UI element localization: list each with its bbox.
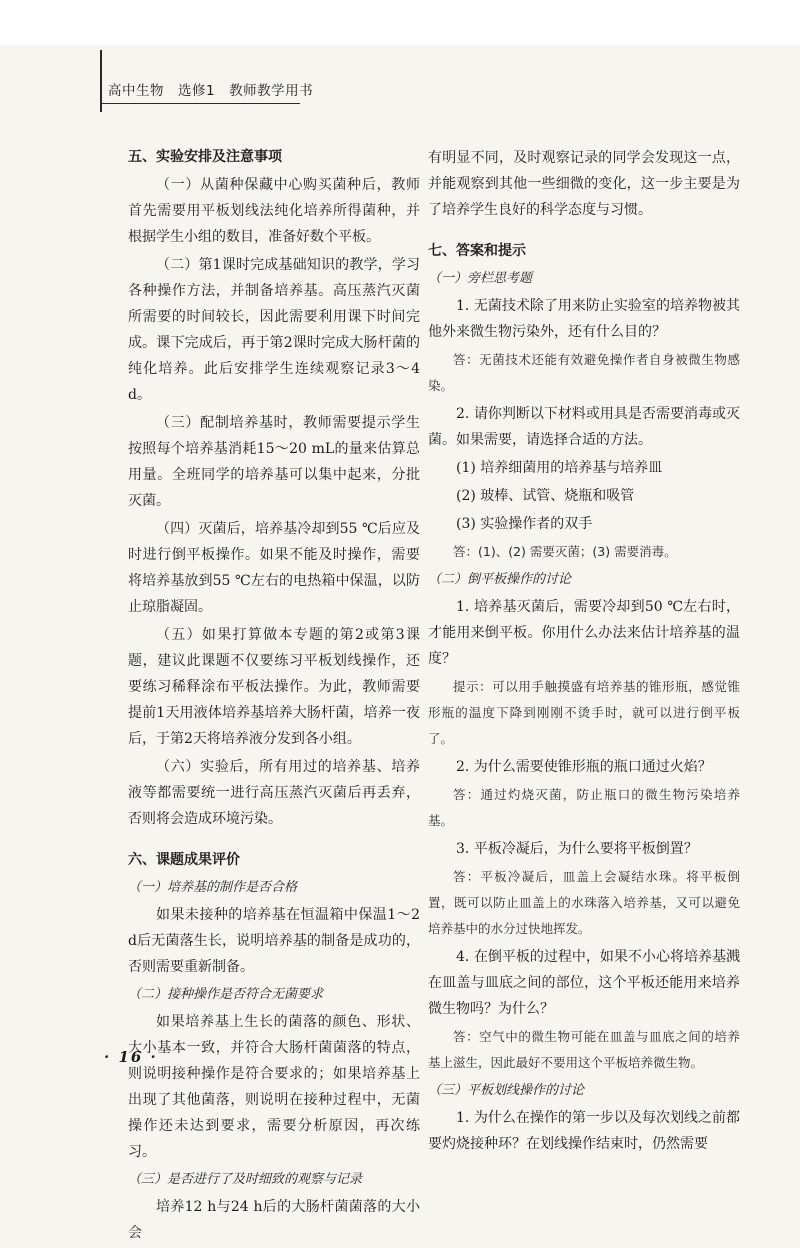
left-column xyxy=(128,145,420,1248)
page-top-band xyxy=(0,0,800,45)
answer: 提示：可以用手触摸盛有培养基的锥形瓶，感觉锥形瓶的温度下降到刚刚不烫手时，就可以进行倒平板了。 xyxy=(428,679,740,746)
question: 2. 请你判断以下材料或用具是否需要消毒或灭菌。如果需要，请选择合适的方法。 xyxy=(428,406,740,448)
answer: 答：平板冷凝后，皿盖上会凝结水珠。将平板倒置，既可以防止皿盖上的水珠落入培养基，又可以避免培养基中的水分过快地挥发。 xyxy=(428,869,740,936)
page-number: · 16 · xyxy=(104,1048,158,1066)
subsection-heading: （三）是否进行了及时细致的观察与记录 xyxy=(128,1172,363,1187)
section-7-title: 七、答案和提示 xyxy=(428,243,526,259)
paragraph: （二）第1课时完成基础知识的教学，学习各种操作方法，并制备培养基。高压蒸汽灭菌所需要的时间较长，因此需要利用课下时间完成。课下完成后，再于第2课时完成大肠杆菌的纯化培养。此后安排学生连续观察记录3～4 d。 xyxy=(128,257,420,403)
question: 1. 为什么在操作的第一步以及每次划线之前都要灼烧接种环？在划线操作结束时，仍然需要 xyxy=(428,1110,740,1152)
question: 1. 培养基灭菌后，需要冷却到50 ℃左右时，才能用来倒平板。你用什么办法来估计培养基的温度？ xyxy=(428,599,740,667)
paragraph: （五）如果打算做本专题的第2或第3课题，建议此课题不仅要练习平板划线操作，还要练习稀释涂布平板法操作。为此，教师需要提前1天用液体培养基培养大肠杆菌，培养一夜后，于第2天将培养液分发到各小组。 xyxy=(128,627,420,747)
subsection-heading: （三）平板划线操作的讨论 xyxy=(428,1083,585,1098)
list-item: (1) 培养细菌用的培养基与培养皿 xyxy=(456,460,663,476)
question: 3. 平板冷凝后，为什么要将平板倒置？ xyxy=(456,841,698,857)
answer: 答：(1)、(2) 需要灭菌；(3) 需要消毒。 xyxy=(453,544,677,559)
question: 1. 无菌技术除了用来防止实验室的培养物被其他外来微生物污染外，还有什么目的？ xyxy=(428,298,740,340)
paragraph: （一）从菌种保藏中心购买菌种后，教师首先需要用平板划线法纯化培养所得菌种，并根据学生小组的数目，准备好数个平板。 xyxy=(128,177,420,245)
right-column xyxy=(428,145,740,1159)
list-item: (2) 玻棒、试管、烧瓶和吸管 xyxy=(456,488,635,504)
header-underline xyxy=(100,103,300,104)
subsection-heading: （二）倒平板操作的讨论 xyxy=(428,572,572,587)
paragraph: （三）配制培养基时，教师需要提示学生按照每个培养基消耗15～20 mL的量来估算总用量。全班同学的培养基可以集中起来，分批灭菌。 xyxy=(128,415,420,509)
question: 2. 为什么需要使锥形瓶的瓶口通过火焰？ xyxy=(456,759,712,775)
paragraph: 如果培养基上生长的菌落的颜色、形状、大小基本一致，并符合大肠杆菌菌落的特点，则说明接种操作是符合要求的；如果培养基上出现了其他菌落，则说明在接种过程中，无菌操作还未达到要求，需要分析原因，再次练习。 xyxy=(128,1014,420,1160)
section-6-title: 六、课题成果评价 xyxy=(128,852,240,868)
subsection-heading: （二）接种操作是否符合无菌要求 xyxy=(128,987,324,1002)
section-5-title: 五、实验安排及注意事项 xyxy=(128,149,282,165)
paragraph: （六）实验后，所有用过的培养基、培养液等都需要统一进行高压蒸汽灭菌后再丢弃，否则将会造成环境污染。 xyxy=(128,759,420,827)
answer: 答：无菌技术还能有效避免操作者自身被微生物感染。 xyxy=(428,352,740,393)
subsection-heading: （一）培养基的制作是否合格 xyxy=(128,880,298,895)
answer: 答：通过灼烧灭菌，防止瓶口的微生物污染培养基。 xyxy=(428,787,740,828)
subsection-heading: （一）旁栏思考题 xyxy=(428,271,533,286)
paragraph: （四）灭菌后，培养基冷却到55 ℃后应及时进行倒平板操作。如果不能及时操作，需要将培养基放到55 ℃左右的电热箱中保温，以防止琼脂凝固。 xyxy=(128,521,420,615)
paragraph: 培养12 h与24 h后的大肠杆菌菌落的大小会 xyxy=(128,1199,420,1241)
paragraph-continued: 有明显不同，及时观察记录的同学会发现这一点，并能观察到其他一些细微的变化，这一步主要是为了培养学生良好的科学态度与习惯。 xyxy=(428,150,740,218)
answer: 答：空气中的微生物可能在皿盖与皿底之间的培养基上滋生，因此最好不要用这个平板培养微生物。 xyxy=(428,1029,740,1070)
paragraph: 如果未接种的培养基在恒温箱中保温1～2 d后无菌落生长，说明培养基的制备是成功的，否则需要重新制备。 xyxy=(128,907,420,975)
list-item: (3) 实验操作者的双手 xyxy=(456,516,593,532)
running-header: 高中生物 选修1 教师教学用书 xyxy=(108,83,314,99)
question: 4. 在倒平板的过程中，如果不小心将培养基溅在皿盖与皿底之间的部位，这个平板还能用来培养微生物吗？为什么？ xyxy=(428,949,740,1017)
